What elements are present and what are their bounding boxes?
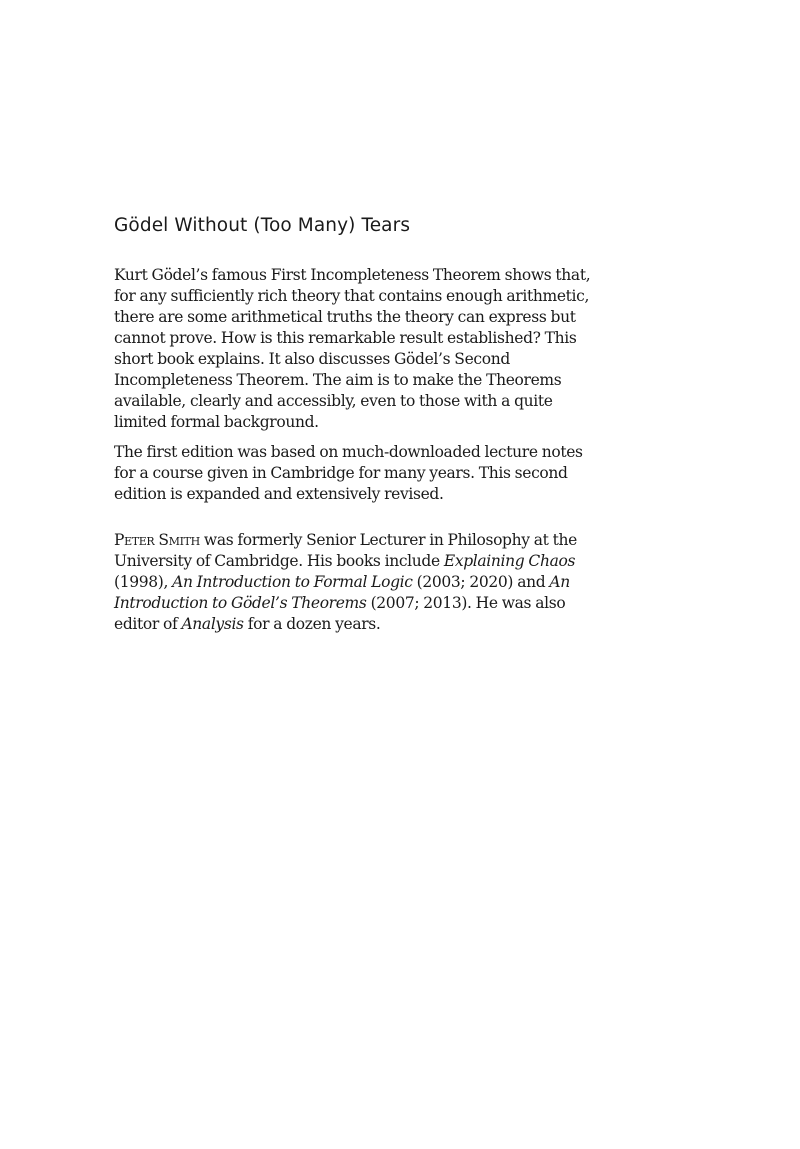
bio-line [114,530,614,551]
bio-text: editor of [114,615,182,633]
blurb-1-line: Kurt Gödel’s famous First Incompleteness Theorem shows that, [114,266,591,284]
blurb-paragraph-1 [114,265,614,433]
blurb-2-line: The first edition was based on much-downloaded lecture notes [114,443,583,461]
blurb-1-line: limited formal background. [114,413,319,431]
bio-line [114,551,614,572]
book-title-godel-end: Introduction to Gödel’s Theorems [114,594,367,612]
blurb-1-line: Incompleteness Theorem. The aim is to make the Theorems [114,371,562,389]
blurb-paragraph-2 [114,442,614,505]
blurb-1-line: cannot prove. How is this remarkable result established? This [114,329,577,347]
blurb-1-line: for any sufficiently rich theory that contains enough arithmetic, [114,287,590,305]
bio-text: University of Cambridge. His books include [114,552,444,570]
bio-text: (2007; 2013). He was also [366,594,566,612]
author-bio [114,530,614,635]
bio-text: (1998), [114,573,173,591]
blurb-1-line: there are some arithmetical truths the theory can express but [114,308,576,326]
blurb-1-line: short book explains. It also discusses Gödel’s Second [114,350,510,368]
bio-line [114,572,614,593]
bio-line [114,593,614,614]
journal-title-analysis: Analysis [181,615,244,633]
bio-text: was formerly Senior Lecturer in Philosophy at the [199,531,577,549]
blurb-2-line: edition is expanded and extensively revised. [114,485,444,503]
book-title-godel-start: An [549,573,570,591]
bio-line [114,614,614,635]
back-cover-text [114,214,614,644]
blurb-2-line: for a course given in Cambridge for many years. This second [114,464,568,482]
book-title-formal-logic: An Introduction to Formal Logic [172,573,413,591]
author-name: Peter Smith [114,531,200,549]
book-title-explaining-chaos: Explaining Chaos [443,552,576,570]
blurb-1-line: available, clearly and accessibly, even to those with a quite [114,392,553,410]
book-title: Gödel Without (Too Many) Tears [114,215,411,236]
bio-text: (2003; 2020) and [412,573,550,591]
bio-text: for a dozen years. [243,615,381,633]
